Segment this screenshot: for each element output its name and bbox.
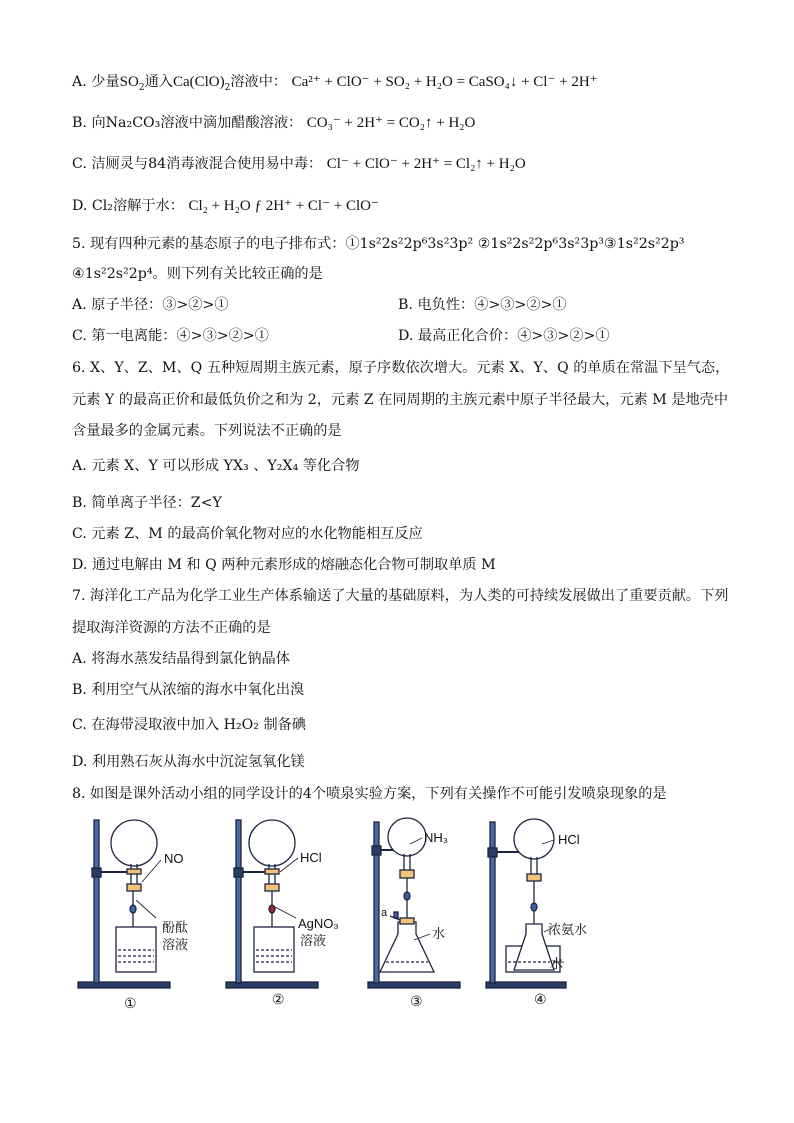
q5-option-a: A. 原子半径：③>②>① xyxy=(72,297,229,313)
q4-b-text: B. 向Na₂CO₃溶液中滴加醋酸溶液： xyxy=(72,115,303,131)
figure-2-gas-label: HCl xyxy=(300,850,322,865)
q5-option-d: D. 最高正化合价：④>③>②>① xyxy=(398,328,610,344)
q4-d-equation: Cl₂ + H₂O ƒ 2H⁺ + Cl⁻ + ClO⁻ xyxy=(188,198,379,214)
figure-4-number: ④ xyxy=(534,991,547,1007)
q4-a-caclo: Ca(ClO) xyxy=(172,74,225,90)
figure-2-number: ② xyxy=(272,991,285,1007)
figure-3-number: ③ xyxy=(410,993,423,1009)
q8-stem: 8. 如图是课外活动小组的同学设计的4个喷泉实验方案，下列有关操作不可能引发喷泉现象的是 xyxy=(72,786,667,802)
figure-2-apparatus xyxy=(226,820,339,1007)
figure-3-apparatus xyxy=(368,818,460,1009)
q6-option-a: A. 元素 X、Y 可以形成 YX₃ 、Y₂X₄ 等化合物 xyxy=(72,458,360,474)
q5-stem-line2: ④1s²2s²2p⁴。则下列有关比较正确的是 xyxy=(72,266,323,282)
figure-4-apparatus xyxy=(486,819,587,1007)
q4-a-verb: 通入 xyxy=(144,74,173,90)
q6-option-d: D. 通过电解由 M 和 Q 两种元素形成的熔融态化合物可制取单质 M xyxy=(72,557,496,573)
figure-4-ammonia-label: 浓氨水 xyxy=(548,922,588,937)
q4-d-text: D. Cl₂溶解于水： xyxy=(72,198,184,214)
figure-3-water-label: 水 xyxy=(432,926,446,941)
q6-stem-line2: 元素 Y 的最高正价和最低负价之和为 2，元素 Z 在同周期的主族元素中原子半径最大，元素 M 是地壳中 xyxy=(72,392,729,408)
figure-3-clip-label: a xyxy=(381,907,388,919)
q4-option-a: A. 少量$SO_2$通入$Ca(ClO)_2$溶液中： Ca²⁺ + ClO⁻ + SO₂ + H₂O = CaSO₄↓ + Cl⁻ + 2H⁺ xyxy=(72,74,598,93)
figure-1-gas-label: NO xyxy=(164,851,184,866)
q4-option-b xyxy=(72,113,475,133)
fountain-experiment-figures xyxy=(76,812,588,1022)
q7-option-d: D. 利用熟石灰从海水中沉淀氢氧化镁 xyxy=(72,754,305,770)
q5-option-c: C. 第一电离能：④>③>②>① xyxy=(72,328,269,344)
figure-2-solution-label-2: 溶液 xyxy=(300,933,327,948)
q7-option-b: B. 利用空气从浓缩的海水中氧化出溴 xyxy=(72,682,305,698)
q4-a-prefix: A. 少量 xyxy=(72,74,120,90)
q7-stem-line1: 7. 海洋化工产品为化学工业生产体系输送了大量的基础原料，为人类的可持续发展做出了重要贡献。下列 xyxy=(72,588,729,604)
q4-c-text: C. 洁厕灵与84消毒液混合使用易中毒： xyxy=(72,156,323,172)
q7-option-c: C. 在海带浸取液中加入 H₂O₂ 制备碘 xyxy=(72,717,307,733)
figure-1-apparatus xyxy=(78,820,188,1011)
q5-stem-line1: 5. 现有四种元素的基态原子的电子排布式：①1s²2s²2p⁶3s²3p² ②1s²2s²2p⁶3s²3p³③1s²2s²2p³ xyxy=(72,236,685,252)
q6-option-b: B. 简单离子半径：Z<Y xyxy=(72,495,222,511)
figure-2-solution-label-1: AgNO₃ xyxy=(298,916,339,931)
q6-stem-line3: 含量最多的金属元素。下列说法不正确的是 xyxy=(72,423,342,439)
q4-a-equation: Ca²⁺ + ClO⁻ + SO₂ + H₂O = CaSO₄↓ + Cl⁻ + 2H⁺ xyxy=(291,74,598,90)
q7-stem-line2: 提取海洋资源的方法不正确的是 xyxy=(72,620,271,636)
q4-option-c xyxy=(72,154,526,174)
q5-option-b: B. 电负性：④>③>②>① xyxy=(398,297,567,313)
figure-1-number: ① xyxy=(124,995,137,1011)
q6-option-c: C. 元素 Z、M 的最高价氧化物对应的水化物能相互反应 xyxy=(72,526,423,542)
q4-a-suffix: 溶液中： xyxy=(230,74,288,90)
figure-1-solution-label-2: 溶液 xyxy=(162,937,189,952)
q6-stem-line1: 6. X、Y、Z、M、Q 五种短周期主族元素，原子序数依次增大。元素 X、Y、Q 的单质在常温下呈气态， xyxy=(72,360,730,376)
figure-4-water-label: 水 xyxy=(550,956,564,971)
q4-c-equation: Cl⁻ + ClO⁻ + 2H⁺ = Cl₂↑ + H₂O xyxy=(326,156,526,172)
q4-a-so2: SO xyxy=(119,74,139,90)
q4-option-d xyxy=(72,196,379,216)
q7-option-a: A. 将海水蒸发结晶得到氯化钠晶体 xyxy=(72,651,290,667)
figure-4-gas-label: HCl xyxy=(558,832,580,847)
figure-3-gas-label: NH₃ xyxy=(424,830,449,845)
q4-b-equation: CO₃⁻ + 2H⁺ = CO₂↑ + H₂O xyxy=(306,115,476,131)
figure-1-solution-label-1: 酚酞 xyxy=(162,920,189,935)
